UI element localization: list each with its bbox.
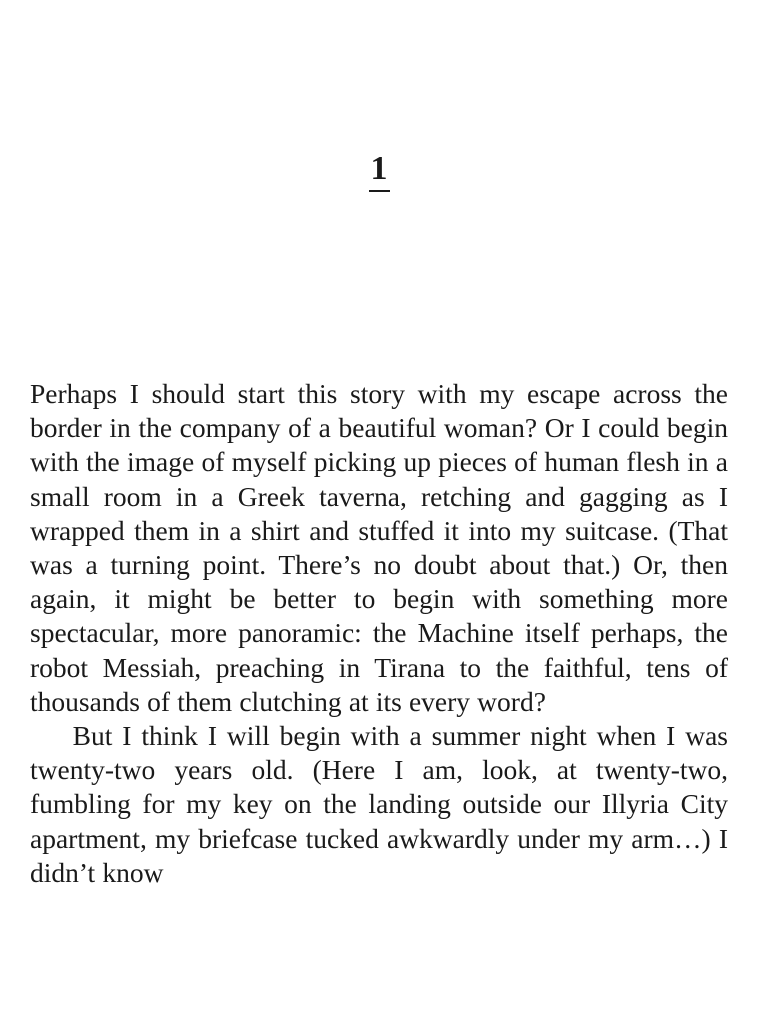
chapter-number-heading xyxy=(30,0,728,192)
paragraph-1: Perhaps I should start this story with my escape across the border in the company of a beautiful woman? Or I could begin with the image of myself picking up pieces of human flesh in a small room in a Greek taverna, retching and gagging as I wrapped them in a shirt and stuffed it into my suitcase. (That was a turning point. There’s no doubt about that.) Or, then again, it might be better to begin with something more spectacular, more panoramic: the Machine itself perhaps, the robot Messiah, preaching in Tirana to the faithful, tens of thousands of them clutching at its every word? xyxy=(30,378,728,717)
body-text-block xyxy=(30,377,728,890)
chapter-number-value: 1 xyxy=(369,152,390,192)
paragraph-2: But I think I will begin with a summer night when I was twenty-two years old. (Here I am, look, at twenty-two, fumbling for my key on the landing outside our Illyria City apartment, my briefcase tucked awkwardly under my arm…) I didn’t know xyxy=(30,720,728,888)
